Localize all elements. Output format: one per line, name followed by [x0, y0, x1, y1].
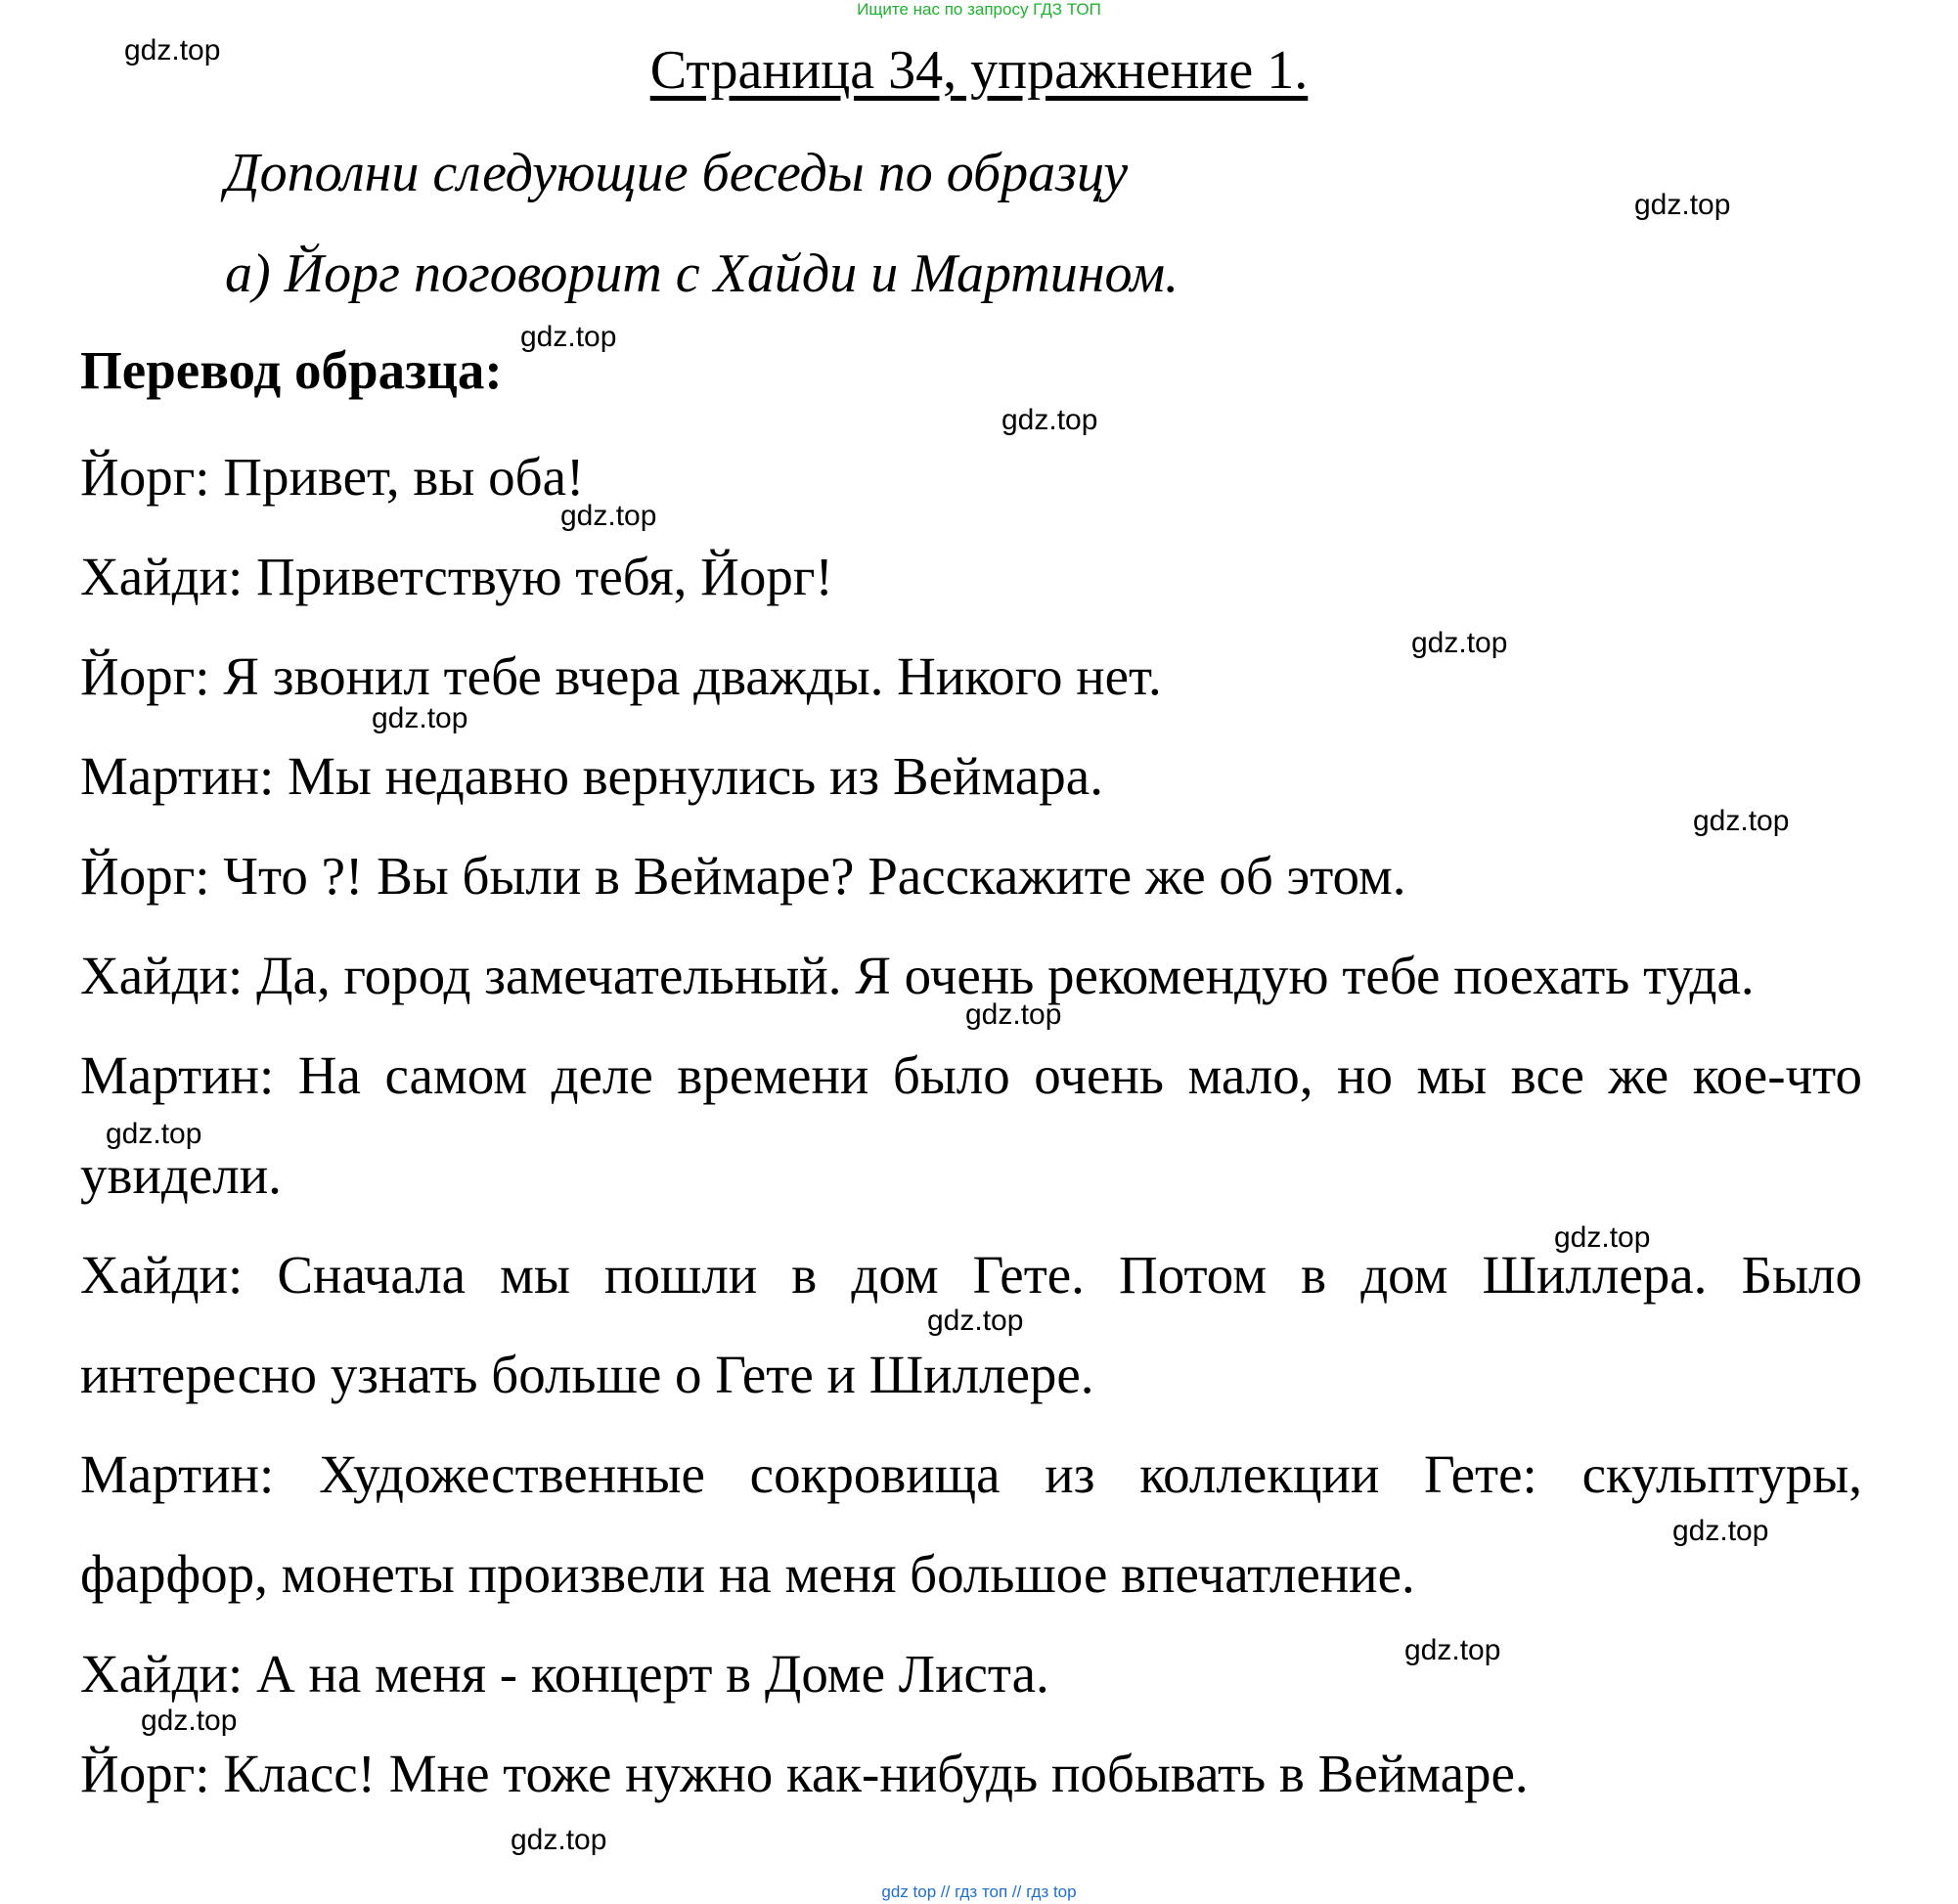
watermark: gdz.top: [520, 321, 617, 353]
dialogue-line: Йорг: Что ?! Вы были в Веймаре? Расскажите же об этом.: [80, 846, 1406, 906]
task-instruction: Дополни следующие беседы по образцу: [225, 143, 1129, 203]
dialogue-line: Йорг: Я звонил тебе вчера дважды. Никого нет.: [80, 646, 1162, 706]
dialogue-line: Хайди: А на меня - концерт в Доме Листа.: [80, 1644, 1049, 1704]
watermark: gdz.top: [965, 998, 1062, 1031]
dialogue-line: Хайди: Да, город замечательный. Я очень рекомендую тебе поехать туда.: [80, 946, 1755, 1005]
watermark: gdz.top: [1001, 404, 1098, 436]
top-search-note: Ищите нас по запросу ГДЗ ТОП: [857, 0, 1101, 19]
dialogue-line: увидели.: [80, 1145, 282, 1205]
dialogue-line: Йорг: Класс! Мне тоже нужно как-нибудь побывать в Веймаре.: [80, 1744, 1529, 1803]
watermark: gdz.top: [124, 34, 221, 66]
watermark: gdz.top: [1554, 1221, 1651, 1254]
translation-heading: Перевод образца:: [80, 340, 503, 400]
dialogue-line: Хайди: Приветствую тебя, Йорг!: [80, 547, 833, 606]
watermark: gdz.top: [1672, 1515, 1769, 1547]
dialogue-line: Йорг: Привет, вы оба!: [80, 447, 585, 507]
dialogue-line: интересно узнать больше о Гете и Шиллере.: [80, 1345, 1094, 1404]
watermark: gdz.top: [1693, 805, 1790, 837]
dialogue-line: Мартин: На самом деле времени было очень мало, но мы все же кое-что: [80, 1045, 1862, 1105]
dialogue-line: Мартин: Мы недавно вернулись из Веймара.: [80, 746, 1103, 806]
watermark: gdz.top: [511, 1824, 607, 1856]
dialogue-line: фарфор, монеты произвели на меня большое впечатление.: [80, 1544, 1415, 1604]
footer-note: gdz top // гдз топ // гдз top: [881, 1882, 1077, 1901]
dialogue-line: Мартин: Художественные сокровища из коллекции Гете: скульптуры,: [80, 1444, 1862, 1504]
watermark: gdz.top: [372, 702, 468, 734]
watermark: gdz.top: [1634, 189, 1731, 221]
watermark: gdz.top: [1411, 627, 1508, 659]
watermark: gdz.top: [560, 500, 657, 532]
page-title: Страница 34, упражнение 1.: [649, 40, 1309, 101]
watermark: gdz.top: [141, 1705, 238, 1737]
task-subtask: а) Йорг поговорит с Хайди и Мартином.: [225, 244, 1179, 304]
watermark: gdz.top: [927, 1305, 1024, 1337]
watermark: gdz.top: [106, 1118, 202, 1150]
watermark: gdz.top: [1404, 1634, 1501, 1666]
dialogue-line: Хайди: Сначала мы пошли в дом Гете. Потом в дом Шиллера. Было: [80, 1245, 1862, 1305]
